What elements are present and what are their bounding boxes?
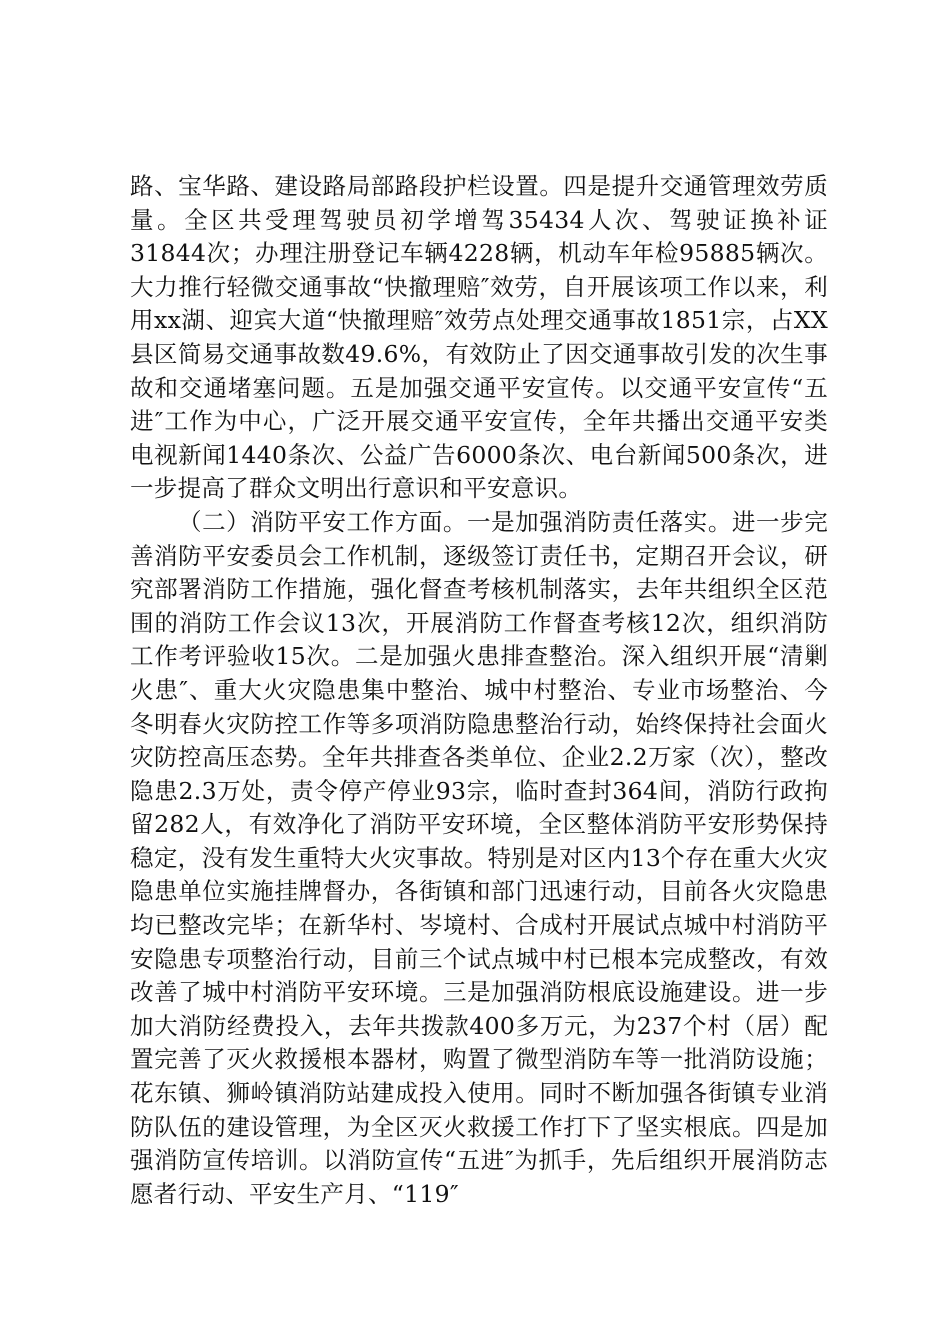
paragraph-fire-safety: （二）消防平安工作方面。一是加强消防责任落实。进一步完善消防平安委员会工作机制，逐级签订责任书，定期召开会议，研究部署消防工作措施，强化督查考核机制落实，去年共组织全区范围的消防工作会议13次，开展消防工作督查考核12次，组织消防工作考评验收15次。二是加强火患排查整治。深入组织开展“清剿火患″、重大火灾隐患集中整治、城中村整治、专业市场整治、今冬明春火灾防控工作等多项消防隐患整治行动，始终保持社会面火灾防控高压态势。全年共排查各类单位、企业2.2万家（次），整改隐患2.3万处，责令停产停业93宗，临时查封364间，消防行政拘留282人，有效净化了消防平安环境，全区整体消防平安形势保持稳定，没有发生重特大火灾事故。特别是对区内13个存在重大火灾隐患单位实施挂牌督办，各街镇和部门迅速行动，目前各火灾隐患均已整改完毕；在新华村、岑境村、合成村开展试点城中村消防平安隐患专项整治行动，目前三个试点城中村已根本完成整改，有效改善了城中村消防平安环境。三是加强消防根底设施建设。进一步加大消防经费投入，去年共拨款400多万元，为237个村（居）配置完善了灭火救援根本器材，购置了微型消防车等一批消防设施；花东镇、狮岭镇消防站建成投入使用。同时不断加强各街镇专业消防队伍的建设管理，为全区灭火救援工作打下了坚实根底。四是加强消防宣传培训。以消防宣传“五进″为抓手，先后组织开展消防志愿者行动、平安生产月、“119″: [130, 507, 828, 1208]
document-body: [130, 170, 828, 1211]
paragraph-traffic-safety: 路、宝华路、建设路局部路段护栏设置。四是提升交通管理效劳质量。全区共受理驾驶员初学增驾35434人次、驾驶证换补证31844次；办理注册登记车辆4228辆，机动车年检95885辆次。大力推行轻微交通事故“快撤理赔″效劳，自开展该项工作以来，利用xx湖、迎宾大道“快撤理赔″效劳点处理交通事故1851宗，占XX县区简易交通事故数49.6%，有效防止了因交通事故引发的次生事故和交通堵塞问题。五是加强交通平安宣传。以交通平安宣传“五进″工作为中心，广泛开展交通平安宣传，全年共播出交通平安类电视新闻1440条次、公益广告6000条次、电台新闻500条次，进一步提高了群众文明出行意识和平安意识。: [130, 172, 828, 503]
